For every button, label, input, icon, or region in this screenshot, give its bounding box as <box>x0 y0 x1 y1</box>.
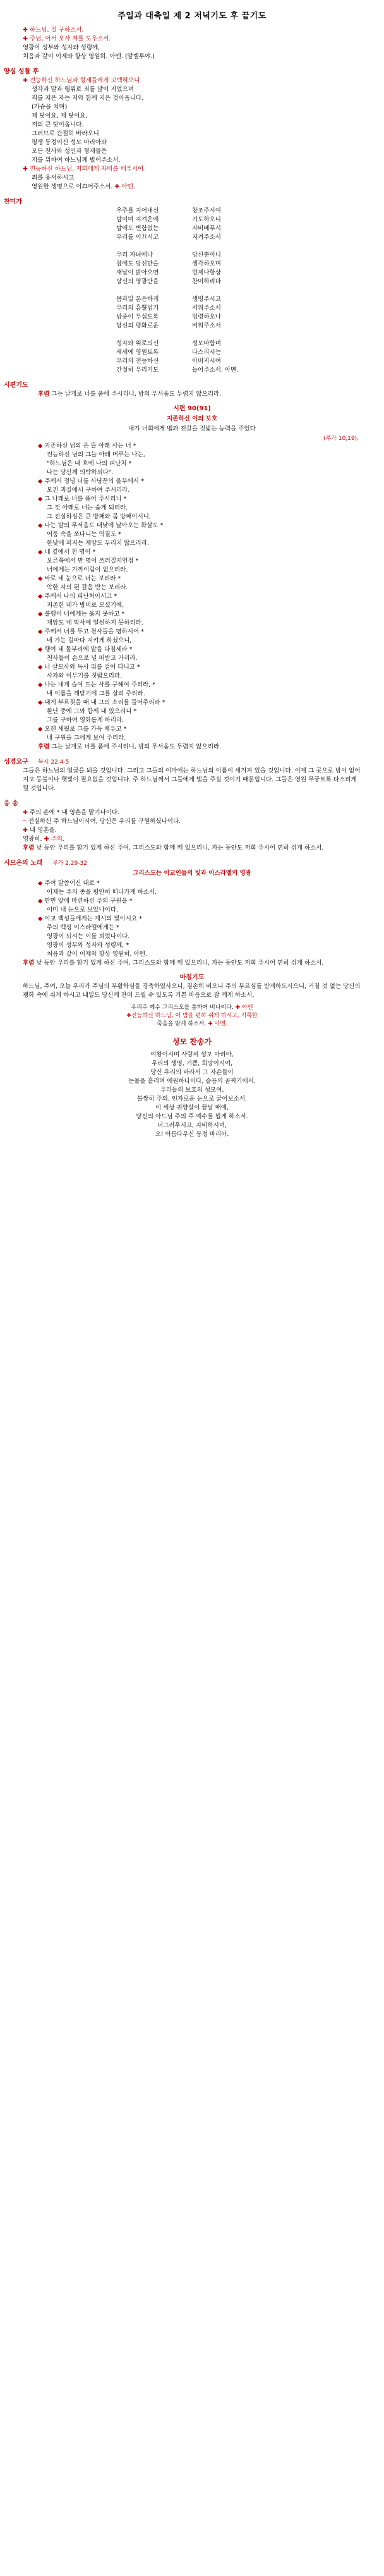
antiphon-first <box>0 390 384 399</box>
marian-hymn-title: 성모 찬송가 <box>172 1037 212 1046</box>
psalm-verse <box>38 610 346 619</box>
hymn-row <box>0 366 384 375</box>
marian-hymn-line: 여왕이시며 사랑씨 성모 마리아, <box>150 1051 234 1058</box>
responsory-line: 전실하신 주 하느님이시여, 당신은 우리를 구원하셨나이다. <box>28 818 181 825</box>
marian-hymn-line: 당신 우리의 바라서 그 자손들이 <box>150 1069 234 1076</box>
psalm-verse <box>38 522 346 530</box>
opening-text: 하느님, 절 구하소서. <box>30 27 84 34</box>
canticle-verse: 처음과 같이 이제와 항상 영원히. 아멘. <box>47 951 147 958</box>
examination-text: 영원한 생명으로 이끄어주소서. <box>32 183 113 190</box>
examination-text: 생각과 말과 행위로 죄를 많이 지었으며 <box>32 86 134 93</box>
verse-bullet-icon: ◆ <box>38 575 43 582</box>
hymn-cell: 다스리시는 <box>192 349 221 356</box>
verse-text: 주께서 정녕 너를 사냥꾼의 올무에서 * <box>44 478 144 485</box>
verse-bullet-icon: ◆ <box>38 628 43 635</box>
chest-note: (가슴을 치며) <box>32 104 68 111</box>
opening-line <box>23 44 361 52</box>
dash-icon: ─ <box>23 818 27 825</box>
verse-text: 지존하신 님의 은 뜰 아래 사는 너 * <box>44 443 136 449</box>
hymn-row <box>0 278 384 286</box>
antiphon-repeat <box>0 743 384 752</box>
verse-text: 너 살모사와 독사 위를 걸어 다니고 * <box>44 664 140 671</box>
amen-response: ✚ 아멘. <box>114 183 135 190</box>
psalm-verse: 재앙도 네 막사에 얼씬하지 못하리라. <box>47 620 143 626</box>
marian-hymn-line: 우리들의 보호의 성모여, <box>160 1087 224 1094</box>
canticle-verse: 주의 백성 이스라엘에게는 * <box>47 924 119 931</box>
hymn-row <box>0 304 384 313</box>
hymn-heading: 찬미가 <box>4 198 22 205</box>
verse-bullet-icon: ◆ <box>38 880 43 887</box>
antiphon-mark: 후렴 <box>23 960 35 967</box>
psalm-verse <box>38 592 346 601</box>
hymn-row <box>0 357 384 366</box>
examination-line <box>23 85 361 94</box>
hymn-cell: 당신의 평화로운 <box>116 322 159 329</box>
psalm-verse <box>38 628 346 637</box>
canticle-verse <box>38 879 346 888</box>
psalm-verse <box>38 681 346 690</box>
marian-hymn-line: 너그러우시고, 자비하시며, <box>157 1122 227 1129</box>
hymn-cell: 밤중이 무섭도록 <box>116 314 159 320</box>
closing-line: ✚전능하신 하느님, 이 밤을 편히 쉬게 하시고, 거룩한 <box>126 1013 258 1019</box>
opening-line <box>23 26 361 35</box>
hymn-row <box>0 216 384 224</box>
cross-icon: ✚ <box>23 27 28 34</box>
responsory-mark: 후렴 <box>38 743 50 750</box>
hymn-cell: 서워주소서 <box>192 305 221 312</box>
verse-bullet-icon: ◆ <box>38 646 43 653</box>
psalm-verse: 악한 자의 된 갚음 받는 보리라. <box>47 584 128 591</box>
verse-text: 주여 말씀이신 대로 * <box>44 880 100 887</box>
closing-section <box>0 1004 384 1029</box>
hymn-cell: 언제나항상 <box>192 269 221 276</box>
responsory-line: 주의 손에 * 내 영혼을 맡기나이다. <box>30 809 120 816</box>
verse-bullet-icon: ◆ <box>38 681 43 688</box>
psalm-verse <box>38 548 346 557</box>
hymn-row <box>0 339 384 348</box>
hymn-cell: 새날이 밝아오면 <box>116 269 159 276</box>
hymn-cell: 찬미하리다 <box>192 278 221 285</box>
responsory-line: 영광히. <box>23 836 42 843</box>
examination-text: 전능하신 하느님, 저희에게 자비를 베푸시어 <box>30 166 144 173</box>
final-prayer-body <box>0 982 384 1000</box>
hymn-row <box>0 233 384 242</box>
psalm-verse: 그 것 아래로 너는 숨게 되리라. <box>47 504 128 511</box>
hymn-cell: 잠에도 당신만을 <box>116 260 159 267</box>
psalm-verse: 모진 괴질에서 구하여 주시리라. <box>47 487 130 494</box>
hymn-cell: 간절히 우리기도 <box>116 367 159 374</box>
marian-hymn-line: 눈물을 흘리며 애원하나이다, 슬픔의 골짜기에서. <box>128 1078 256 1085</box>
examination-text: 전능하신 하느님과 형제들에게 고백하오니 <box>30 77 140 84</box>
psalm-intro: 내가 너희에게 뱀과 전갈을 짓밟는 능력을 주었다 <box>128 425 256 432</box>
psalm-verse: 그를 구하여 영화롭게 하리라. <box>47 717 124 724</box>
canticle-verse <box>38 915 346 924</box>
responsory-tail: ✚ 주의. <box>44 836 64 843</box>
psalm-intro-ref: (루가 10,19). <box>323 436 359 442</box>
verse-text: 나는 내게 슬여 드는 사를 구해여 주리라, * <box>44 681 156 688</box>
psalm-verse: 환난 중에 그와 함께 내 있으리니 * <box>47 708 137 715</box>
hymn-row <box>0 313 384 322</box>
verse-text: 행여 네 돌부리에 발을 다칠세라 * <box>44 646 133 653</box>
examination-section <box>0 76 384 192</box>
psalm-verse <box>38 495 346 504</box>
psalm-verse: 천사들이 손으로 널 떠받고 가리라. <box>47 655 138 662</box>
verse-text: 만민 앞에 마련하신 주의 구원을 * <box>44 898 133 905</box>
hymn-cell: 우리 자녀에나 <box>116 252 153 259</box>
psalm-verse <box>38 699 346 707</box>
verse-text: 바로 네 눈으로 너는 보리라 * <box>44 575 121 582</box>
responsory-mark: 후렴 <box>38 391 50 398</box>
hymn-cell: 생명주시고 <box>192 296 221 303</box>
psalm-verse <box>38 477 346 486</box>
hymn-cell: 창조주시여 <box>192 207 221 214</box>
cross-icon: ✚ <box>23 77 28 84</box>
verse-bullet-icon: ◆ <box>38 496 43 503</box>
examination-line: 제 탓이요, 제 탓이요, <box>32 113 88 119</box>
examination-line <box>23 76 361 85</box>
canticle-ref: 루가 2,29-32 <box>52 860 87 867</box>
examination-line: 저의 큰 탓이옵니다. <box>32 121 84 128</box>
psalm-verse: 지존한 네가 방비로 모셨기에, <box>47 602 124 609</box>
verse-bullet-icon: ◆ <box>38 478 43 485</box>
opening-text: 처음과 같이 이제와 항상 영원히. 아멘. (알렐루야.) <box>23 53 155 60</box>
amen-response: ✚ 아멘. <box>208 1021 227 1027</box>
hymn-cell: 우리의 전능하신 <box>116 358 159 365</box>
marian-hymn-line: 당신의 아드님 주의 주 예수를 뵙게 하소서. <box>136 1113 248 1120</box>
canticle-verses <box>0 879 384 959</box>
psalm-verse <box>38 645 346 654</box>
hymn-cell: 생각하오며 <box>192 260 221 267</box>
prayer-document <box>0 0 384 1158</box>
verse-bullet-icon: ◆ <box>38 593 43 600</box>
antiphon-text: 낮 동안 우리를 합기 있게 하신 주여, 그리스도와 함께 깨 있으리니, 자는 동안도 저희 주시어 편히 쉬게 하소서. <box>36 845 324 852</box>
amen-response: ✚ 아멘 <box>235 1004 253 1011</box>
responsory-text: 그는 날개로 너를 품에 주시리니, 밤의 무서움도 두렵지 않으리라. <box>51 391 222 398</box>
antiphon-before-canticle <box>0 844 384 853</box>
psalm-verse: 전능하신 님의 그늘 아래 머루는 나는, <box>47 451 145 458</box>
verse-text: 불행이 너에게는 옳지 못하고 * <box>44 611 125 618</box>
reading-heading <box>0 756 384 766</box>
antiphon-mark: 후렴 <box>23 845 35 852</box>
canticle-verse: 이제는 주의 종을 평안히 떠나가게 하소서. <box>47 889 157 896</box>
psalm-verse: 너에게는 가까이럽이 없으리라. <box>47 566 128 573</box>
verse-bullet-icon: ◆ <box>38 443 43 449</box>
marian-hymn-line: 오! 아름다우신 동정 마리아. <box>155 1131 229 1138</box>
hymn-cell: 자비베푸시 <box>192 225 221 232</box>
responsory-text: 그는 날개로 너를 품에 주시리니, 밤의 무서움도 두렵지 않으리라. <box>51 743 222 750</box>
verse-text: 주께서 나의 피난처이시고 * <box>44 593 117 600</box>
psalm-verse <box>38 663 346 672</box>
cross-icon: ✚ <box>23 166 28 173</box>
hymn-cell: 우리를 이끄시고 <box>116 234 159 241</box>
hymn-row-spacer <box>0 242 384 251</box>
hymn-row <box>0 224 384 233</box>
hymn-section <box>0 207 384 375</box>
examination-line <box>23 165 361 174</box>
reading-ref: 묵시 22,4-5 <box>38 759 69 766</box>
verse-bullet-icon: ◆ <box>38 611 43 618</box>
psalm-verse: 오른쪽에서 만 명이 쓰러질지언정 * <box>47 558 139 565</box>
psalm-verse: 나는 당신께 의탁하외다". <box>47 469 114 476</box>
examination-line <box>23 94 361 103</box>
hymn-row <box>0 260 384 269</box>
cross-icon: ✚ <box>23 35 28 42</box>
page-title: 주일과 대축일 제 2 저녁기도 후 끝기도 <box>117 11 267 21</box>
hymn-cell: 몸과일 본은하게 <box>116 296 159 303</box>
canticle-heading-label: 시므온의 노래 <box>4 860 43 867</box>
canticle-heading <box>0 857 384 867</box>
examination-line <box>23 183 361 192</box>
hymn-cell: 세세에 영원토록 <box>116 349 159 356</box>
hymn-row-spacer <box>0 331 384 339</box>
psalm-verses <box>0 442 384 743</box>
psalm-verse: 어둠 속을 쏘다니는 역질도 * <box>47 531 121 538</box>
opening-section <box>0 26 384 61</box>
hymn-cell: 엄령하오나 <box>192 314 221 320</box>
hymn-row <box>0 269 384 278</box>
opening-line <box>23 52 361 61</box>
antiphon-text: 낮 동안 우리를 합기 있게 하신 주여, 그리스도와 함께 깨 있으리니, 자는 동안도 저희 주시어 편히 쉬게 하소서. <box>36 960 324 967</box>
hymn-cell: 기도하오니 <box>192 216 221 223</box>
hymn-cell: 밤에도 변함없는 <box>116 225 159 232</box>
marian-hymn-line: 우리의 생명, 기쁨, 희망이시여, <box>151 1060 233 1067</box>
reading-body <box>0 767 384 793</box>
psalmody-heading: 시편기도 <box>4 382 28 389</box>
hymn-cell: 지켜주소서 <box>192 234 221 241</box>
hymn-cell: 들어주소서. 아멘. <box>192 367 239 374</box>
antiphon-after-canticle <box>0 959 384 968</box>
hymn-row <box>0 322 384 331</box>
cross-icon: ✚ <box>23 827 28 834</box>
examination-heading: 양심 성찰 후 <box>4 68 39 75</box>
hymn-row <box>0 251 384 260</box>
reading-heading-label: 성경요구 <box>4 759 28 766</box>
canticle-verse: 이미 내 눈으로 보았나이다. <box>47 906 119 913</box>
psalm-subtitle: 지존하신 이의 보호 <box>166 415 218 422</box>
opening-line <box>23 35 361 44</box>
psalm-verse: "하느님은 내 호에 나의 피난처 * <box>47 460 132 467</box>
psalm-verse <box>38 725 346 734</box>
marian-hymn-body <box>0 1051 384 1139</box>
verse-text: 네 곁에서 천 명이 * <box>44 549 96 556</box>
verse-text: 나는 밤의 무서움도 대낮에 날아오는 화살도 * <box>44 522 164 529</box>
verse-text: 오랜 세월로 그를 가득 채우고 * <box>44 726 127 733</box>
examination-text: 죄를 지은 자는 저와 함께 지은 것이옵니다. <box>32 95 144 102</box>
closing-line <box>30 1020 354 1029</box>
hymn-cell: 우주를 지어내신 <box>116 207 159 214</box>
canticle-verse <box>38 897 346 906</box>
hymn-cell: 당신의 영광만을 <box>116 278 159 285</box>
closing-text: 우리주 예수 그리스도를 통하여 비나이다. <box>131 1004 234 1011</box>
hymn-row <box>0 207 384 216</box>
closing-line <box>30 1004 354 1012</box>
examination-line: 죄를 용서하시고 <box>32 174 75 181</box>
verse-bullet-icon: ◆ <box>38 915 43 922</box>
hymn-row-spacer <box>0 286 384 295</box>
final-prayer-heading: 마침기도 <box>179 974 205 981</box>
hymn-cell: 밤이며 지겨운에 <box>116 216 159 223</box>
marian-hymn-line: 이 세상 귀양살이 끝날 때에, <box>155 1104 229 1111</box>
examination-line: 모든 천사와 성인과 형제들은 <box>32 148 107 155</box>
verse-text: 내게 부르짖을 때 내 그의 소리를 들어주리라 * <box>44 699 165 706</box>
verse-bullet-icon: ◆ <box>38 522 43 529</box>
examination-line: 그러므로 간절히 바라오니 <box>32 130 99 137</box>
verse-bullet-icon: ◆ <box>38 699 43 706</box>
verse-bullet-icon: ◆ <box>38 898 43 905</box>
psalm-title: 시편 90(91) <box>173 405 211 412</box>
hymn-cell: 우리의 흠뿔업기 <box>116 305 159 312</box>
verse-bullet-icon: ◆ <box>38 726 43 733</box>
hymn-row <box>0 348 384 357</box>
hymn-cell: 성자와 위로의신 <box>116 340 159 347</box>
verse-text: 주께서 너를 두고 천사들을 명하시어 * <box>44 628 144 635</box>
opening-text: 주님, 어서 오사 저를 도우소서. <box>30 35 111 42</box>
psalm-verse: 그 진실하심은 큰 방패와 몸 방패이시니, <box>47 513 151 520</box>
psalm-verse <box>38 575 346 583</box>
responsory-section <box>0 809 384 844</box>
hymn-cell: 당신뿐이니 <box>192 252 221 259</box>
verse-bullet-icon: ◆ <box>38 549 43 556</box>
psalm-verse: 내 이름을 깨닫기에 그를 살려 주리라. <box>47 690 145 697</box>
canticle-subtitle: 그리스도는 이교인들의 빛과 이스라엘의 영광 <box>133 870 251 877</box>
hymn-cell: 아버지시여 <box>192 358 221 365</box>
psalm-verse: 네 가는 길마다 지키게 하셨으니, <box>47 637 132 644</box>
hymn-row <box>0 295 384 304</box>
responsory-heading: 응 송 <box>4 800 18 807</box>
hymn-cell: 성모마합며 <box>192 340 221 347</box>
hymn-cell: 비워주소서 <box>192 322 221 329</box>
psalm-verse <box>38 442 346 451</box>
psalm-verse: 내 구원을 그에게 보여 주리라. <box>47 735 126 742</box>
reading-text: 그들은 하느님의 얼굴을 뵈올 것입니다. 그리고 그들의 이마에는 하느님의 이름이 새겨져 있을 것입니다. 이제 그 곳으로 밤이 없어지고 등불이나 햇빛이 필요없을 것입니다. 주 하느님께서 그들에게 빛을 주실 것이기 때문입니다. 그들은 영원 무궁토록 다스리게 될 것입니다. <box>23 767 361 792</box>
verse-text: 그 나래로 너를 품어 주시리니 * <box>44 496 127 503</box>
final-prayer-text: 하느님, 주여, 오늘 우리가 주님의 부활하심을 경축하였사오니, 겸손히 비오니 주의 부르심를 받게하도시으니, 거칠 것 없는 당신의 괭화 속에 쉬게 하시고 내일도 당신께 찬미 드릴 수 있도록 기쁜 마음으로 잠 깨게 하소서. <box>23 983 361 999</box>
canticle-verse: 영광이 되시는 이를 뵈었나이다. <box>47 933 130 940</box>
psalm-verse: 사자와 이무기를 짓밟으리라. <box>47 673 123 680</box>
examination-line: 저를 위하여 하느님께 빌어주소서. <box>32 157 121 164</box>
verse-bullet-icon: ◆ <box>38 664 43 671</box>
closing-text: 죽음을 맞게 하소서. <box>157 1021 207 1027</box>
cross-icon: ✚ <box>23 809 28 816</box>
verse-text: 이교 백성들에게는 계시의 빛이시요 * <box>44 915 142 922</box>
examination-line: 평생 동정이신 성모 마리아와 <box>32 139 107 146</box>
opening-text: 영광이 성부와 성자와 성령께, <box>23 44 100 51</box>
psalm-verse: 한낮에 퍼지는 재앙도 두리지 않으리라. <box>47 540 149 547</box>
responsory-line: 내 영혼을. <box>30 827 57 834</box>
marian-hymn-line: 불쌍히 주의, 인자로운 눈으로 굴어보소서. <box>136 1096 248 1102</box>
canticle-verse: 영광이 성부와 성자와 성령께, * <box>47 942 129 949</box>
